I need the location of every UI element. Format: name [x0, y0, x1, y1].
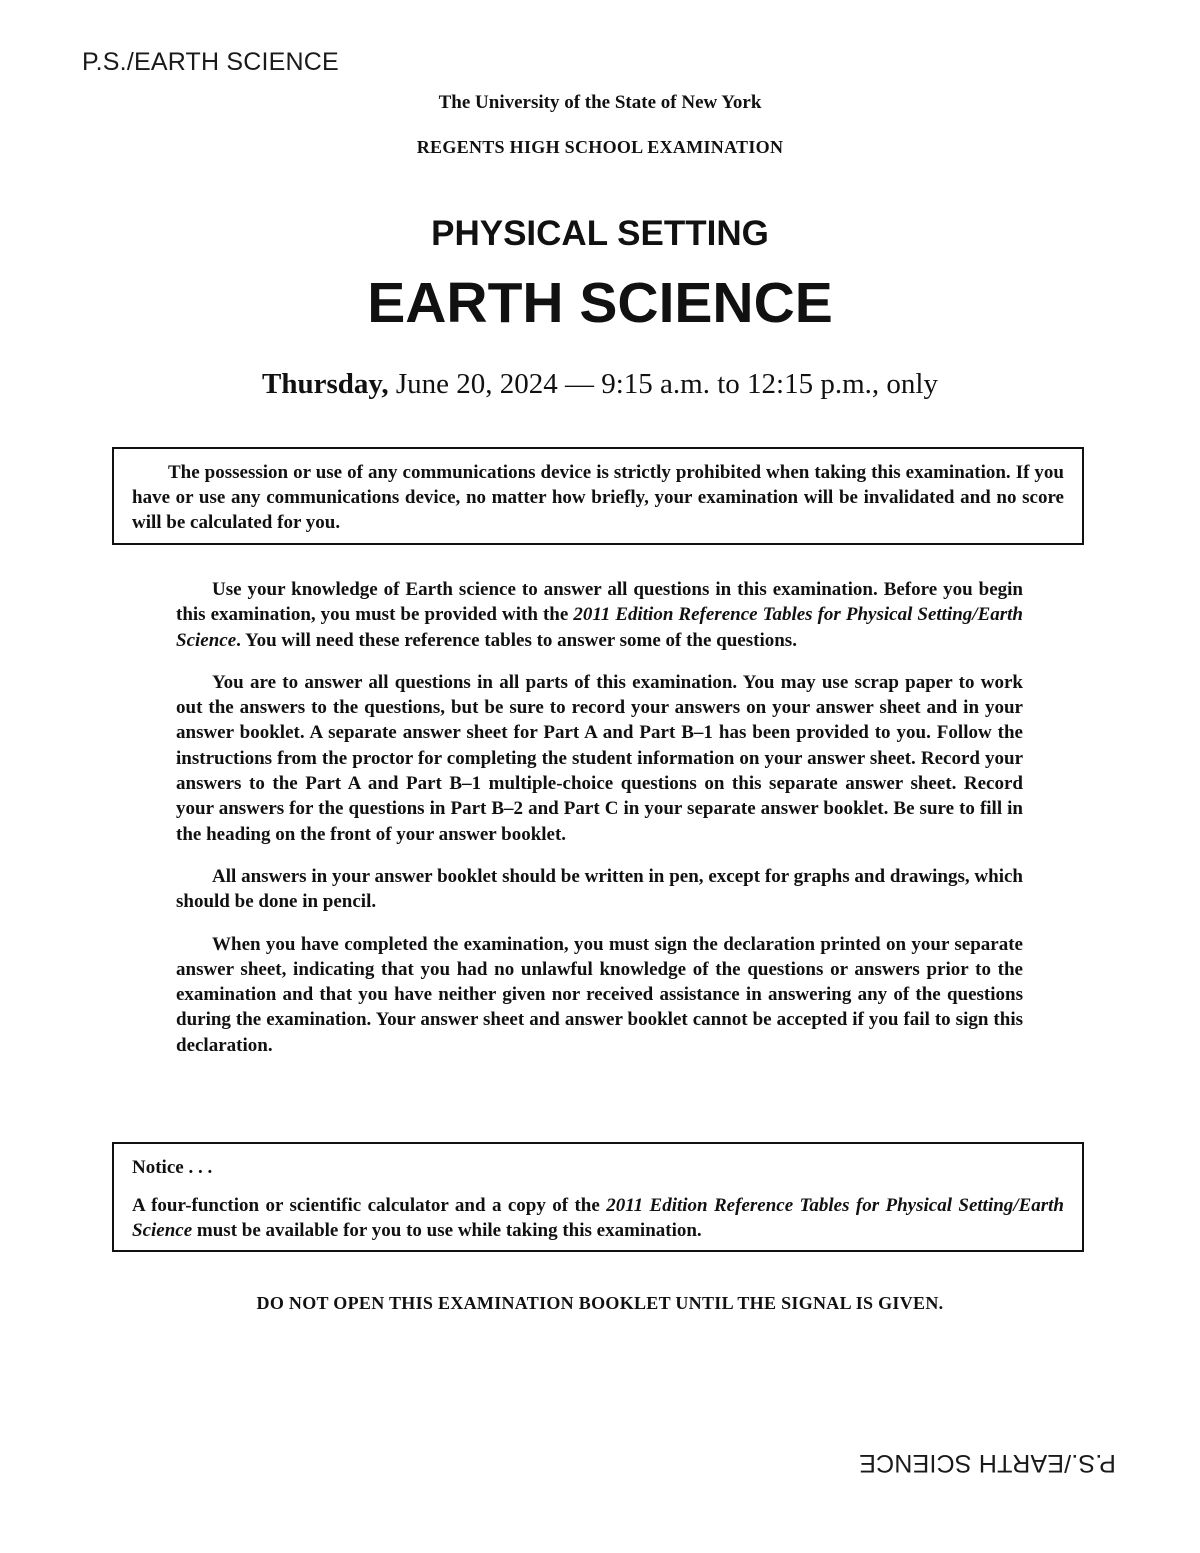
- do-not-open-notice: DO NOT OPEN THIS EXAMINATION BOOKLET UNTIL THE SIGNAL IS GIVEN.: [256, 1293, 944, 1313]
- notice-text: [132, 1193, 1064, 1243]
- exam-date-time: June 20, 2024 — 9:15 a.m. to 12:15 p.m., only: [388, 368, 938, 400]
- exam-title: EARTH SCIENCE: [367, 271, 833, 335]
- instruction-paragraph-1: [176, 577, 1023, 653]
- exam-day: Thursday,: [262, 368, 389, 400]
- notice-heading: Notice . . .: [132, 1157, 213, 1178]
- reference-tables-title: 2011 Edition Reference Tables for Physical Setting/Earth Science: [176, 604, 1023, 651]
- university-name: The University of the State of New York: [438, 92, 762, 113]
- instruction-paragraph-4: When you have completed the examination, you must sign the declaration printed on your separate answer sheet, indicating that you had no unlawful knowledge of the questions or answers prior to the examination and that you have neither given nor received assistance in answering any of the questions during the examination. Your answer sheet and answer booklet cannot be accepted if you fail to sign this declaration.: [176, 933, 1023, 1056]
- instructions: [176, 577, 1023, 1075]
- warning-text: The possession or use of any communications device is strictly prohibited when taking this examination. If you have or use any communications device, no matter how briefly, your examination will be invalidated and no score will be calculated for you.: [132, 462, 1064, 533]
- instruction-1-text-a: Use your knowledge of Earth science to answer all questions in this examination. Before you begin this examination, you must be provided with the: [176, 579, 1023, 626]
- instruction-1-text-b: . You will need these reference tables to answer some of the questions.: [236, 629, 797, 651]
- notice-text-a: A four-function or scientific calculator and a copy of the: [132, 1195, 607, 1216]
- notice-text-b: must be available for you to use while taking this examination.: [192, 1220, 702, 1241]
- notice-box: [112, 1142, 1084, 1252]
- instruction-paragraph-3: All answers in your answer booklet should be written in pen, except for graphs and drawings, which should be done in pencil.: [176, 865, 1023, 913]
- communications-warning-box: [112, 447, 1084, 545]
- instruction-paragraph-2: You are to answer all questions in all parts of this examination. You may use scrap paper to work out the answers to the questions, but be sure to record your answers on your answer sheet and in your answer booklet. A separate answer sheet for Part A and Part B–1 has been provided to you. Follow the instructions from the proctor for completing the student information on your answer sheet. Record your answers to the Part A and Part B–1 multiple-choice questions on this separate answer sheet. Record your answers for the questions in Part B–2 and Part C in your separate answer booklet. Be sure to fill in the heading on the front of your answer booklet.: [176, 671, 1023, 845]
- exam-subtitle: PHYSICAL SETTING: [431, 214, 769, 253]
- footer-subject-tag-rotated: P.S./EARTH SCIENCE: [859, 1449, 1116, 1477]
- notice-reference-title: 2011 Edition Reference Tables for Physical Setting/Earth Science: [132, 1195, 1064, 1241]
- exam-date-line: [0, 368, 1200, 401]
- header-subject-tag: P.S./EARTH SCIENCE: [82, 48, 339, 76]
- exam-type: REGENTS HIGH SCHOOL EXAMINATION: [416, 137, 784, 157]
